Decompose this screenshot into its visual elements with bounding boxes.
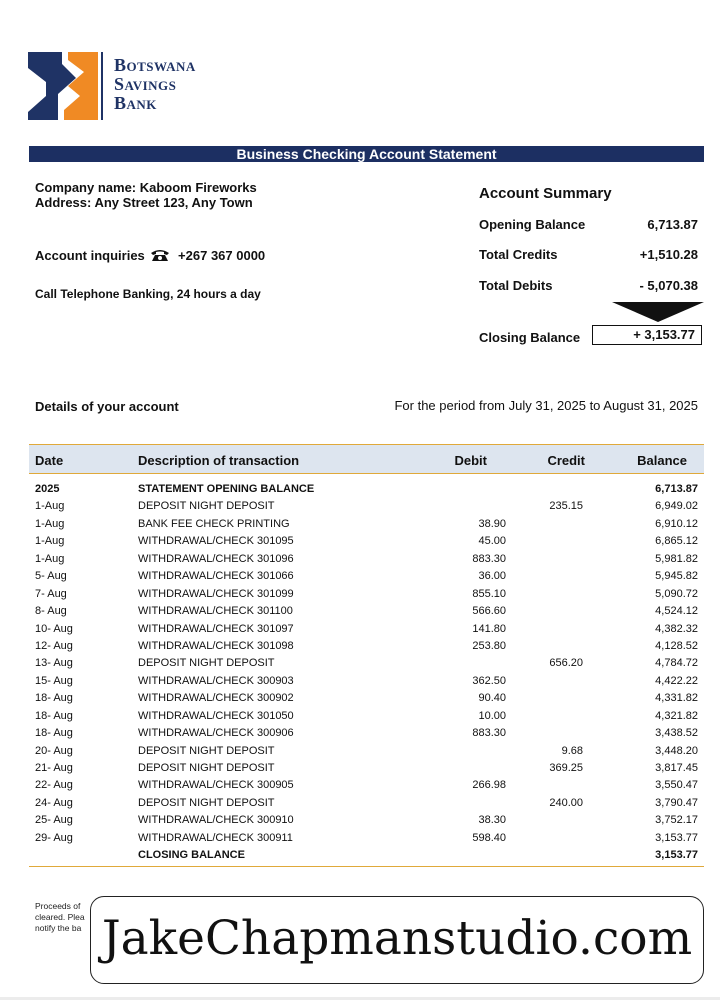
table-row	[29, 551, 704, 568]
row-description: WITHDRAWAL/CHECK 300911	[138, 831, 293, 844]
row-description: BANK FEE CHECK PRINTING	[138, 517, 290, 530]
row-debit: 883.30	[472, 727, 506, 740]
account-inquiries	[35, 248, 265, 263]
row-balance: 3,448.20	[655, 744, 698, 757]
opening-balance-value: 6,713.87	[647, 217, 698, 232]
row-balance: 5,981.82	[655, 552, 698, 565]
row-balance: 3,790.47	[655, 796, 698, 809]
total-credits-label: Total Credits	[479, 247, 558, 262]
row-debit: 36.00	[478, 570, 506, 583]
row-description: DEPOSIT NIGHT DEPOSIT	[138, 500, 275, 513]
table-row	[29, 830, 704, 847]
watermark-banner: JakeChapmanstudio.com	[90, 896, 704, 984]
table-row	[29, 777, 704, 794]
footnote-line: notify the ba	[35, 923, 82, 933]
transactions-table	[29, 481, 704, 865]
total-debits-label: Total Debits	[479, 278, 553, 293]
opening-balance-label: Opening Balance	[479, 217, 586, 232]
bank-name-line-1: Botswana	[114, 55, 196, 75]
row-date: 12- Aug	[35, 639, 73, 652]
row-balance: 4,321.82	[655, 709, 698, 722]
statement-title: Business Checking Account Statement	[29, 146, 704, 162]
row-description: CLOSING BALANCE	[138, 849, 245, 862]
row-debit: 90.40	[478, 692, 506, 705]
bank-name-line-2: Savings	[114, 74, 177, 94]
header-description: Description of transaction	[138, 453, 300, 468]
row-debit: 883.30	[472, 552, 506, 565]
table-row	[29, 638, 704, 655]
table-row	[29, 586, 704, 603]
closing-balance-label: Closing Balance	[479, 330, 581, 345]
account-summary-title: Account Summary	[479, 185, 612, 202]
table-row	[29, 481, 704, 498]
row-credit: 9.68	[561, 744, 583, 757]
row-credit: 656.20	[549, 657, 583, 670]
row-date: 1-Aug	[35, 535, 65, 548]
row-debit: 38.30	[478, 814, 506, 827]
row-description: WITHDRAWAL/CHECK 301096	[138, 552, 294, 565]
table-row	[29, 743, 704, 760]
row-debit: 10.00	[478, 709, 506, 722]
row-description: DEPOSIT NIGHT DEPOSIT	[138, 762, 275, 774]
footnote-line: cleared. Plea	[35, 912, 85, 922]
total-credits-value: +1,510.28	[639, 247, 698, 262]
table-row	[29, 760, 704, 777]
row-debit: 598.40	[472, 831, 506, 844]
row-date: 24- Aug	[35, 796, 73, 809]
row-balance: 4,128.52	[655, 639, 698, 652]
bank-logo-icon	[28, 50, 104, 122]
row-balance: 4,784.72	[655, 657, 698, 670]
row-date: 1-Aug	[35, 500, 65, 513]
header-debit: Debit	[454, 453, 487, 468]
row-date: 18- Aug	[35, 692, 73, 705]
bank-name-line-3: Bank	[114, 93, 157, 113]
row-balance: 6,865.12	[655, 535, 698, 548]
row-balance: 3,153.77	[655, 831, 698, 844]
row-date: 10- Aug	[35, 622, 73, 635]
row-description: WITHDRAWAL/CHECK 300902	[138, 692, 294, 705]
row-credit: 240.00	[549, 796, 583, 809]
row-date: 1-Aug	[35, 517, 65, 530]
telephone-icon	[150, 248, 170, 262]
row-balance: 3,817.45	[655, 762, 698, 774]
row-date: 8- Aug	[35, 605, 67, 618]
row-balance: 6,910.12	[655, 517, 698, 530]
row-balance: 4,382.32	[655, 622, 698, 635]
row-date: 21- Aug	[35, 762, 73, 774]
table-row	[29, 795, 704, 812]
closing-balance-value: + 3,153.77	[592, 325, 702, 345]
row-credit: 235.15	[549, 500, 583, 513]
inquiries-phone[interactable]: +267 367 0000	[178, 248, 266, 263]
row-debit: 362.50	[472, 674, 506, 687]
row-balance: 3,550.47	[655, 779, 698, 792]
company-address: Address: Any Street 123, Any Town	[35, 195, 253, 210]
row-debit: 566.60	[472, 605, 506, 618]
row-description: DEPOSIT NIGHT DEPOSIT	[138, 796, 275, 809]
row-balance: 6,713.87	[655, 483, 698, 495]
row-description: WITHDRAWAL/CHECK 301097	[138, 622, 294, 635]
row-debit: 266.98	[472, 779, 506, 792]
row-balance: 4,524.12	[655, 605, 698, 618]
table-row	[29, 621, 704, 638]
header-date: Date	[35, 453, 64, 468]
row-date: 2025	[35, 483, 60, 495]
row-description: WITHDRAWAL/CHECK 300906	[138, 727, 294, 740]
table-row	[29, 498, 704, 515]
row-debit: 855.10	[472, 587, 506, 600]
footnote-line: Proceeds of	[35, 901, 81, 911]
row-description: WITHDRAWAL/CHECK 300905	[138, 779, 294, 792]
row-debit: 141.80	[472, 622, 506, 635]
table-row	[29, 603, 704, 620]
total-debits-value: - 5,070.38	[639, 278, 698, 293]
row-description: WITHDRAWAL/CHECK 300903	[138, 674, 294, 687]
row-description: WITHDRAWAL/CHECK 301066	[138, 570, 294, 583]
bank-name	[114, 56, 196, 113]
row-date: 18- Aug	[35, 709, 73, 722]
row-date: 1-Aug	[35, 552, 65, 565]
telephone-banking-note: Call Telephone Banking, 24 hours a day	[35, 287, 261, 301]
statement-period: For the period from July 31, 2025 to August 31, 2025	[394, 398, 698, 413]
table-row	[29, 812, 704, 829]
arrow-down-icon	[612, 302, 704, 322]
row-description: STATEMENT OPENING BALANCE	[138, 483, 315, 495]
row-description: WITHDRAWAL/CHECK 300910	[138, 814, 294, 827]
row-balance: 4,331.82	[655, 692, 698, 705]
row-debit: 253.80	[472, 639, 506, 652]
table-bottom-rule	[29, 866, 704, 867]
table-row	[29, 847, 704, 864]
row-balance: 5,945.82	[655, 570, 698, 583]
row-description: WITHDRAWAL/CHECK 301099	[138, 587, 294, 600]
row-balance: 3,752.17	[655, 814, 698, 827]
row-date: 13- Aug	[35, 657, 73, 670]
row-date: 15- Aug	[35, 674, 73, 687]
details-label: Details of your account	[35, 399, 179, 414]
row-description: WITHDRAWAL/CHECK 301100	[138, 605, 293, 618]
table-row	[29, 655, 704, 672]
row-balance: 5,090.72	[655, 587, 698, 600]
row-description: DEPOSIT NIGHT DEPOSIT	[138, 657, 275, 670]
row-date: 18- Aug	[35, 727, 73, 740]
table-row	[29, 708, 704, 725]
row-balance: 3,153.77	[655, 849, 698, 862]
row-debit: 45.00	[478, 535, 506, 548]
table-row	[29, 568, 704, 585]
row-credit: 369.25	[549, 762, 583, 774]
row-date: 22- Aug	[35, 779, 73, 792]
header-balance: Balance	[637, 453, 687, 468]
row-debit: 38.90	[478, 517, 506, 530]
row-date: 5- Aug	[35, 570, 67, 583]
table-row	[29, 673, 704, 690]
row-balance: 4,422.22	[655, 674, 698, 687]
inquiries-label: Account inquiries	[35, 248, 145, 263]
transactions-header	[29, 444, 704, 474]
row-balance: 6,949.02	[655, 500, 698, 513]
row-description: WITHDRAWAL/CHECK 301050	[138, 709, 294, 722]
row-date: 25- Aug	[35, 814, 73, 827]
table-row	[29, 533, 704, 550]
row-balance: 3,438.52	[655, 727, 698, 740]
row-date: 29- Aug	[35, 831, 73, 844]
table-row	[29, 516, 704, 533]
table-row	[29, 690, 704, 707]
table-row	[29, 725, 704, 742]
company-name: Company name: Kaboom Fireworks	[35, 180, 257, 195]
row-description: WITHDRAWAL/CHECK 301095	[138, 535, 294, 548]
header-credit: Credit	[547, 453, 585, 468]
bank-logo	[28, 50, 238, 124]
row-description: WITHDRAWAL/CHECK 301098	[138, 639, 294, 652]
row-description: DEPOSIT NIGHT DEPOSIT	[138, 744, 275, 757]
row-date: 7- Aug	[35, 587, 67, 600]
row-date: 20- Aug	[35, 744, 73, 757]
